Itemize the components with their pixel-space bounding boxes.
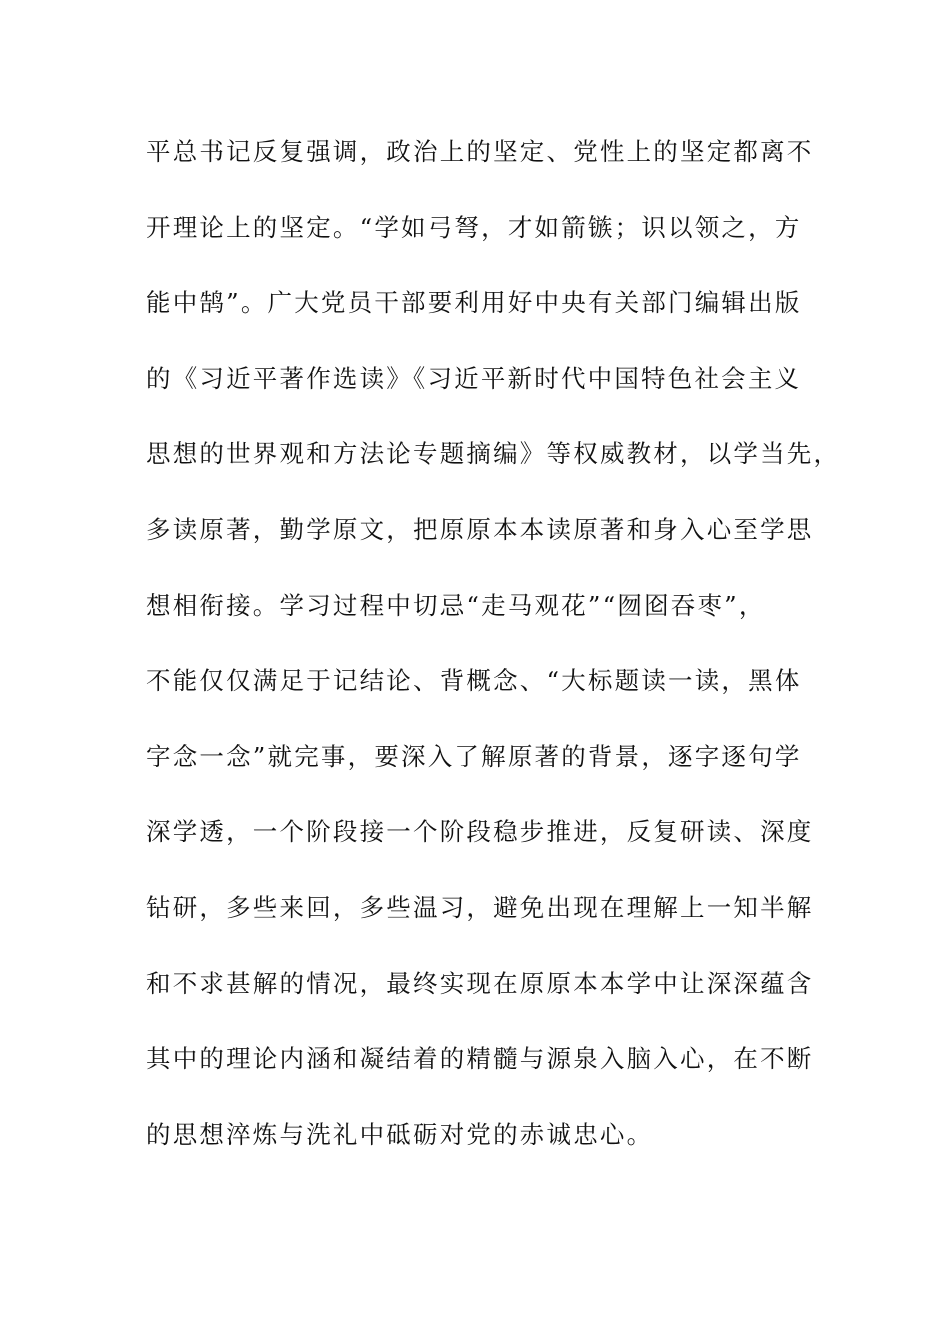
text-line: 能中鹄”。广大党员干部要利用好中央有关部门编辑出版	[146, 288, 802, 318]
text-line: 的思想淬炼与洗礼中砥砺对党的赤诚忠心。	[146, 1119, 654, 1149]
text-line: 和不求甚解的情况，最终实现在原原本本学中让深深蕴含	[146, 968, 814, 998]
text-line: 不能仅仅满足于记结论、背概念、“大标题读一读，黑体	[146, 666, 802, 696]
text-line: 钻研，多些来回，多些温习，避免出现在理解上一知半解	[146, 892, 814, 922]
text-line: 多读原著，勤学原文，把原原本本读原著和身入心至学思	[146, 514, 814, 544]
text-line: 开理论上的坚定。“学如弓弩，才如箭镞；识以领之，方	[146, 212, 802, 242]
text-line: 想相衔接。学习过程中切忌“走马观花”“囫囵吞枣”，	[146, 590, 766, 620]
body-paragraph	[146, 128, 841, 1186]
text-line: 的《习近平著作选读》《习近平新时代中国特色社会主义	[146, 363, 802, 393]
text-line: 字念一念”就完事，要深入了解原著的背景，逐字逐句学	[146, 741, 802, 771]
text-line: 其中的理论内涵和凝结着的精髓与源泉入脑入心，在不断	[146, 1044, 814, 1074]
text-line: 平总书记反复强调，政治上的坚定、党性上的坚定都离不	[146, 137, 814, 166]
text-line: 思想的世界观和方法论专题摘编》等权威教材，以学当先，	[146, 439, 841, 469]
text-line: 深学透，一个阶段接一个阶段稳步推进，反复研读、深度	[146, 817, 814, 847]
